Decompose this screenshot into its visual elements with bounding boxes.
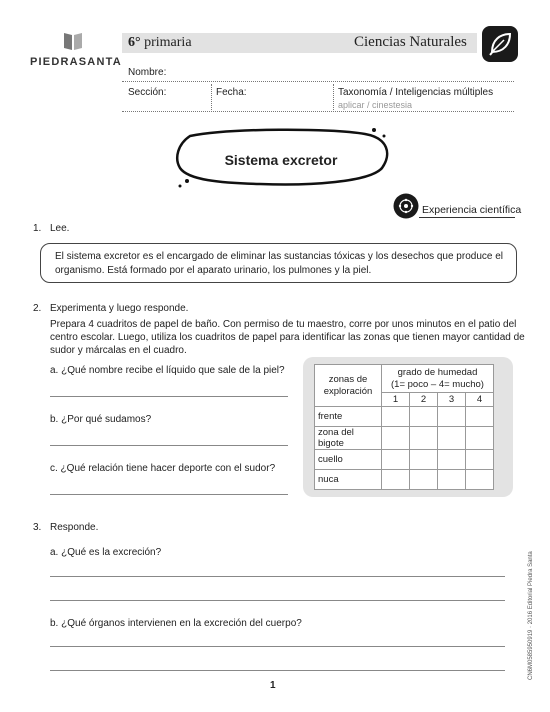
leaf-icon xyxy=(482,26,518,62)
atom-icon xyxy=(393,193,419,219)
copyright-code: CN6M0585950919 · 2016 Editorial Piedra Santa xyxy=(528,551,534,680)
name-field[interactable] xyxy=(122,81,514,82)
instructions-line-1: Prepara 4 cuadritos de papel de baño. Con permiso de tu maestro, corre por unos minutos en el patio del xyxy=(50,319,517,330)
question-2a: a. ¿Qué nombre recibe el líquido que sale de la piel? xyxy=(50,365,285,376)
name-label: Nombre: xyxy=(128,67,167,78)
answer-line-2c[interactable] xyxy=(50,494,288,495)
table-row xyxy=(315,470,494,490)
question-3a: a. ¿Qué es la excreción? xyxy=(50,547,162,558)
mark-cell[interactable] xyxy=(382,407,410,427)
mark-cell[interactable] xyxy=(382,427,410,450)
mark-cell[interactable] xyxy=(466,407,494,427)
section3-number: 3. xyxy=(33,522,42,533)
mark-cell[interactable] xyxy=(410,470,438,490)
header-col-divider xyxy=(211,84,212,112)
taxonomy-sub: aplicar / cinestesia xyxy=(338,100,413,110)
level-header: 4 xyxy=(466,393,494,407)
answer-line-2a[interactable] xyxy=(50,396,288,397)
mark-cell[interactable] xyxy=(382,470,410,490)
question-2b: b. ¿Por qué sudamos? xyxy=(50,414,152,425)
mark-cell[interactable] xyxy=(466,470,494,490)
subject-title: Ciencias Naturales xyxy=(354,34,467,50)
reading-line-1: El sistema excretor es el encargado de eliminar las sustancias tóxicas y los desechos que produce el xyxy=(55,251,504,262)
header-divider xyxy=(122,111,514,112)
zone-cell: zona del bigote xyxy=(315,427,382,450)
section1-number: 1. xyxy=(33,223,42,234)
level-header: 3 xyxy=(438,393,466,407)
table-row xyxy=(315,450,494,470)
answer-line-3b-2[interactable] xyxy=(50,670,505,671)
section-label: Sección: xyxy=(128,87,167,98)
humidity-table xyxy=(314,364,494,490)
mark-cell[interactable] xyxy=(438,427,466,450)
date-label: Fecha: xyxy=(216,87,247,98)
table-row xyxy=(315,427,494,450)
mark-cell[interactable] xyxy=(410,427,438,450)
answer-line-2b[interactable] xyxy=(50,445,288,446)
activity-badge: Experiencia científica xyxy=(422,204,522,216)
header-col-divider xyxy=(333,84,334,112)
answer-line-3a-1[interactable] xyxy=(50,576,505,577)
section3-heading: Responde. xyxy=(50,522,99,533)
answer-line-3a-2[interactable] xyxy=(50,600,505,601)
mark-cell[interactable] xyxy=(438,407,466,427)
mark-cell[interactable] xyxy=(466,427,494,450)
reading-line-2: organismo. Está formado por el aparato urinario, los pulmones y la piel. xyxy=(55,265,372,276)
level-header: 2 xyxy=(410,393,438,407)
answer-line-3b-1[interactable] xyxy=(50,646,505,647)
mark-cell[interactable] xyxy=(410,450,438,470)
question-3b: b. ¿Qué órganos intervienen en la excreción del cuerpo? xyxy=(50,618,302,629)
section2-number: 2. xyxy=(33,303,42,314)
mark-cell[interactable] xyxy=(438,450,466,470)
level-header: 1 xyxy=(382,393,410,407)
section1-heading: Lee. xyxy=(50,223,70,234)
zone-cell: frente xyxy=(315,407,382,427)
section2-heading: Experimenta y luego responde. xyxy=(50,303,189,314)
mark-cell[interactable] xyxy=(382,450,410,470)
book-logo-icon xyxy=(62,31,84,51)
badge-underline xyxy=(419,217,515,218)
instructions-line-2: centro escolar. Luego, utiliza los cuadritos de papel para identificar las zonas que tienen mayor cantidad de xyxy=(50,332,525,343)
table-row xyxy=(315,407,494,427)
mark-cell[interactable] xyxy=(438,470,466,490)
header-zone: zonas de exploración xyxy=(315,365,382,407)
page-number: 1 xyxy=(270,680,276,691)
mark-cell[interactable] xyxy=(410,407,438,427)
header-humidity: grado de humedad (1= poco – 4= mucho) xyxy=(382,365,494,393)
question-2c: c. ¿Qué relación tiene hacer deporte con el sudor? xyxy=(50,463,276,474)
brand-logo: PIEDRASANTA xyxy=(30,56,122,68)
zone-cell: nuca xyxy=(315,470,382,490)
page-title: Sistema excretor xyxy=(224,152,338,168)
taxonomy-label: Taxonomía / Inteligencias múltiples xyxy=(338,87,494,98)
grade-label: 6° primaria xyxy=(128,35,192,50)
zone-cell: cuello xyxy=(315,450,382,470)
instructions-line-3: sudor y márcalas en el cuadro. xyxy=(50,345,187,356)
mark-cell[interactable] xyxy=(466,450,494,470)
